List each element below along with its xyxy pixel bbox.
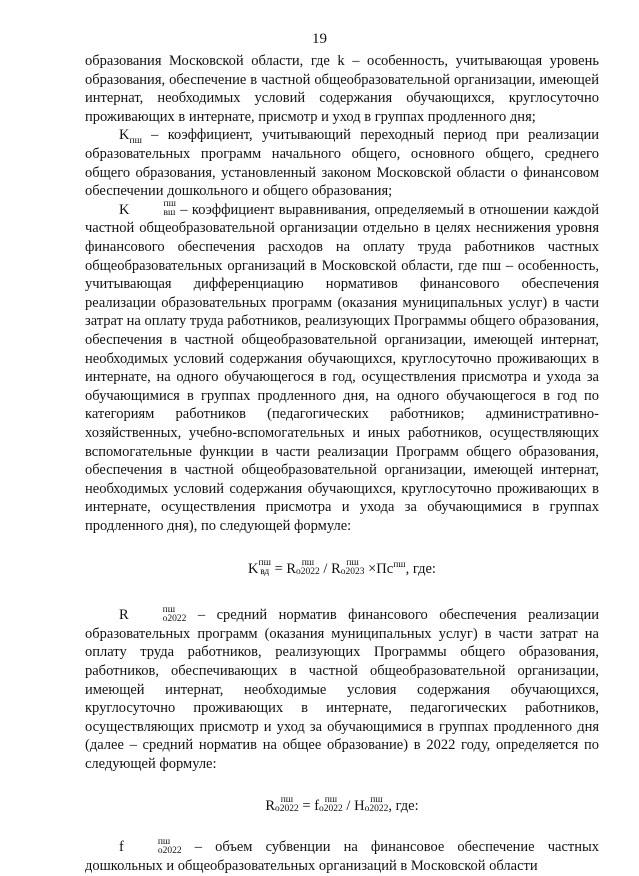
- formula-lhs-indices: [259, 559, 271, 577]
- formula-multiply-term: ×Пс: [364, 560, 394, 577]
- formula-subscript: o2022: [319, 804, 343, 815]
- formula-lhs-symbol: K: [248, 560, 259, 577]
- symbol-r: R: [119, 607, 129, 624]
- paragraph-text: – коэффициент, учитывающий переходный период при реализации образовательных программ начального общего, основного общего, среднего общего образования, установленный законом Московской области о финансовом обеспечении дошкольного и общего образования;: [85, 127, 599, 200]
- symbol-subscript: o2022: [162, 613, 187, 624]
- formula-divide: /: [342, 797, 355, 814]
- formula-superscript: пш: [258, 558, 271, 569]
- formula-lhs-indices: [275, 796, 299, 814]
- page-number: 19: [312, 31, 327, 47]
- formula-term-indices: [341, 559, 365, 577]
- formula-equals: =: [270, 560, 287, 577]
- symbol-k: K: [119, 201, 130, 218]
- formula-term-symbol: f: [314, 797, 320, 814]
- formula-tail: , где:: [388, 797, 419, 814]
- symbol-subscript: пш: [129, 136, 142, 147]
- formula-superscript: пш: [346, 558, 359, 569]
- symbol-k: K: [119, 127, 130, 144]
- formula-term-indices: [296, 559, 320, 577]
- paragraph-alignment-coefficient: [85, 201, 599, 536]
- symbol-indices: [129, 200, 175, 218]
- symbol-subscript: вш: [163, 208, 176, 219]
- formula-average-norm: [85, 797, 599, 816]
- paragraph-transition-coefficient: [85, 126, 599, 200]
- symbol-f: f: [119, 839, 124, 856]
- symbol-superscript: пш: [162, 604, 176, 615]
- paragraph-education-level: образования Московской области, где k – особенность, учитывающая уровень образования, обеспечение в частной общеобразовательной организации, имеющей интернат, необходимых условий содержания обучающихся, круглосуточно проживающих в интернате, присмотр и уход в группах продленного дня;: [85, 53, 599, 125]
- symbol-superscript: пш: [163, 199, 176, 210]
- paragraph-text: – средний норматив финансового обеспечения реализации образовательных программ (оказания муниципальных услуг) в части затрат на оплату труда работников, реализующих Программы общего образования, работников, обеспечивающих в частной общеобразовательной организации, имеющей интернат, необходимые условия содержания обучающихся, круглосуточно проживающих в интернате, педагогических работников, осуществляющих присмотр и уход за обучающимися в группах продленного дня (далее – средний норматив на общее образование) в 2022 году, определяется по следующей формуле:: [85, 607, 599, 773]
- formula-alignment-coefficient: [85, 560, 599, 579]
- document-body: [85, 52, 599, 876]
- formula-superscript: пш: [370, 795, 383, 806]
- formula-superscript: пш: [301, 558, 315, 569]
- formula-subscript: o2022: [296, 567, 320, 578]
- formula-tail: , где:: [405, 560, 436, 577]
- formula-subscript: o2023: [340, 567, 365, 578]
- paragraph-average-norm: [85, 606, 599, 773]
- formula-superscript: пш: [280, 795, 294, 806]
- formula-term-symbol: R: [331, 560, 341, 577]
- formula-superscript: пш: [393, 559, 406, 570]
- paragraph-text: – коэффициент выравнивания, определяемый в отношении каждой частной общеобразовательной организации отдельно в целях неснижения уровня финансового обеспечения расходов на оплату труда работников частных общеобразовательных организаций в Московской области, где пш – особенность, учитывающая дифференциацию нормативов финансового обеспечения реализации образовательных программ (оказания муниципальных услуг) в части затрат на оплату труда работников, реализующих Программы общего образования, обеспечения в частной общеобразовательной организации, имеющей интернат, необходимых условий содержания обучающихся, круглосуточно проживающих в интернате, на одного обучающегося в год, осуществления присмотра и ухода за обучающимися в группах продленного дня, на одного обучающегося в год по категориям работников (педагогических работников; административно-хозяйственных, учебно-вспомогательных и иных работников, осуществляющих вспомогательные функции в части реализации Программ общего образования, обеспечения в частной общеобразовательной организации, имеющей интернат, необходимых условий содержания обучающихся, круглосуточно проживающих в интернате, осуществления присмотра и ухода за обучающимися в группах продленного дня), по следующей формуле:: [85, 201, 599, 534]
- formula-superscript: пш: [324, 795, 338, 806]
- formula-lhs-symbol: R: [265, 797, 276, 814]
- paragraph-subvention-volume: [85, 838, 599, 875]
- paragraph-text: – объем субвенции на финансовое обеспечение частных дошкольных и общеобразовательных организаций в Московской области: [85, 839, 599, 874]
- formula-term-symbol: R: [286, 560, 297, 577]
- formula-divide: /: [319, 560, 332, 577]
- formula-term-indices: [319, 796, 343, 814]
- formula-equals: =: [298, 797, 315, 814]
- formula-subscript: вд: [260, 567, 270, 578]
- symbol-indices: [129, 606, 187, 624]
- symbol-superscript: пш: [157, 836, 171, 847]
- symbol-indices: [124, 838, 182, 856]
- formula-subscript: o2022: [364, 804, 389, 815]
- formula-term-symbol: H: [354, 797, 365, 814]
- symbol-subscript: o2022: [157, 845, 182, 856]
- formula-term-indices: [365, 796, 389, 814]
- formula-subscript: o2022: [275, 804, 299, 815]
